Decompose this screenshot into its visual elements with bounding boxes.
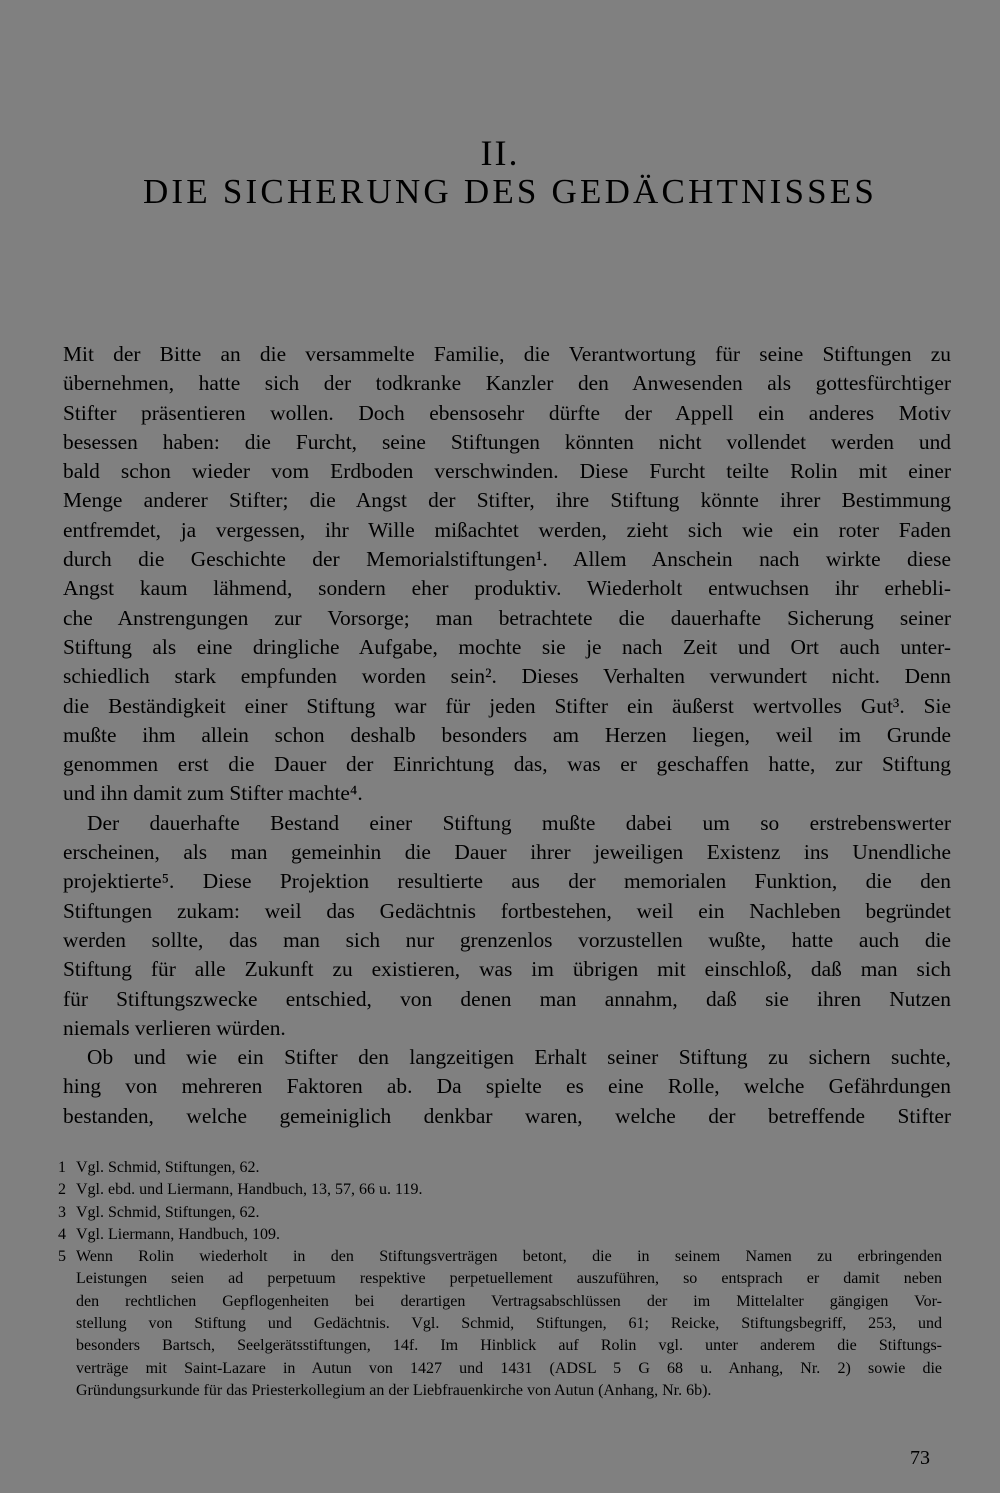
footnote-number: 1: [58, 1159, 66, 1176]
body-line: und ihn damit zum Stifter machte⁴.: [63, 781, 363, 806]
body-line: Stiftung für alle Zukunft zu existieren, was im übrigen mit einschloß, daß man sich: [63, 957, 951, 982]
footnote-line: Vgl. Liermann, Handbuch, 109.: [76, 1225, 280, 1243]
chapter-number: II.: [480, 133, 520, 173]
body-line: Stifter präsentieren wollen. Doch ebensosehr dürfte der Appell ein anderes Motiv: [63, 400, 951, 425]
footnote: [58, 1157, 942, 1179]
body-line: niemals verlieren würden.: [63, 1015, 286, 1040]
footnote-line: Leistungen seien ad perpetuum respektive perpetuellement auszuführen, so entsprach er damit neben: [76, 1270, 942, 1288]
body-line: besessen haben: die Furcht, seine Stiftungen könnten nicht vollendet werden und: [63, 429, 951, 454]
body-line: Stiftung als eine dringliche Aufgabe, mochte sie je nach Zeit und Ort auch unter-: [63, 634, 951, 659]
body-line: Angst kaum lähmend, sondern eher produktiv. Wiederholt entwuchsen ihr erhebli-: [63, 576, 951, 601]
footnote-number: 2: [58, 1181, 66, 1199]
body-line: genommen erst die Dauer der Einrichtung das, was er geschaffen hatte, zur Stiftung: [63, 752, 951, 777]
footnote-number: 3: [58, 1203, 66, 1221]
body-line: bestanden, welche gemeiniglich denkbar waren, welche der betreffende Stifter: [63, 1103, 951, 1128]
body-line: schiedlich stark empfunden worden sein². Dieses Verhalten verwundert nicht. Denn: [63, 664, 951, 689]
body-line: Mit der Bitte an die versammelte Familie, die Verantwortung für seine Stiftungen zu: [63, 342, 951, 366]
footnote-line: besonders Bartsch, Seelgerätsstiftungen, 14f. Im Hinblick auf Rolin vgl. unter anderem die Stiftungs-: [76, 1337, 942, 1355]
footnote-number: 4: [58, 1225, 66, 1243]
footnote-line: Vgl. Schmid, Stiftungen, 62.: [76, 1159, 260, 1176]
body-line: mußte ihm allein schon deshalb besonders am Herzen liegen, weil im Grunde: [63, 722, 951, 747]
footnotes: [58, 1157, 942, 1402]
footnote: [58, 1246, 942, 1402]
footnote-line: Vgl. Schmid, Stiftungen, 62.: [76, 1203, 260, 1221]
body-line: entfremdet, ja vergessen, ihr Wille mißachtet werden, zieht sich wie ein roter Faden: [63, 517, 951, 542]
body-line: für Stiftungszwecke entschied, von denen man annahm, daß sie ihren Nutzen: [63, 986, 951, 1011]
body-line: die Beständigkeit einer Stiftung war für jeden Stifter ein äußerst wertvolles Gut³. Sie: [63, 693, 951, 718]
body-line: Menge anderer Stifter; die Angst der Stifter, ihre Stiftung könnte ihrer Bestimmung: [63, 488, 951, 513]
body-text: [63, 340, 951, 1131]
footnote: [58, 1202, 942, 1224]
body-line: che Anstrengungen zur Vorsorge; man betrachtete die dauerhafte Sicherung seiner: [63, 605, 951, 630]
body-line: werden sollte, das man sich nur grenzenlos vorzustellen wußte, hatte auch die: [63, 927, 951, 952]
body-line: bald schon wieder vom Erdboden verschwinden. Diese Furcht teilte Rolin mit einer: [63, 459, 951, 484]
footnote-line: verträge mit Saint-Lazare in Autun von 1427 und 1431 (ADSL 5 G 68 u. Anhang, Nr. 2) sowie die: [76, 1359, 942, 1377]
body-line: Ob und wie ein Stifter den langzeitigen Erhalt seiner Stiftung zu sichern suchte,: [87, 1045, 951, 1070]
page-number: 73: [910, 1447, 930, 1469]
chapter-title: DIE SICHERUNG DES GEDÄCHTNISSES: [142, 172, 878, 211]
body-line: übernehmen, hatte sich der todkranke Kanzler den Anwesenden als gottesfürchtiger: [63, 371, 951, 396]
body-line: projektierte⁵. Diese Projektion resultierte aus der memorialen Funktion, die den: [63, 869, 951, 894]
footnote-line: Vgl. ebd. und Liermann, Handbuch, 13, 57, 66 u. 119.: [76, 1181, 423, 1199]
body-line: erscheinen, als man gemeinhin die Dauer ihrer jeweiligen Existenz ins Unendliche: [63, 840, 951, 865]
body-line: hing von mehreren Faktoren ab. Da spielte es eine Rolle, welche Gefährdungen: [63, 1074, 951, 1099]
body-line: durch die Geschichte der Memorialstiftungen¹. Allem Anschein nach wirkte diese: [63, 547, 951, 572]
footnote-line: stellung von Stiftung und Gedächtnis. Vgl. Schmid, Stiftungen, 61; Reicke, Stiftungsbegriff, 253, und: [76, 1315, 942, 1333]
footnote-number: 5: [58, 1248, 66, 1266]
footnote: [58, 1224, 942, 1246]
footnote-line: den rechtlichen Gepflogenheiten bei derartigen Vertragsabschlüssen der im Mittelalter gängigen Vor-: [76, 1292, 942, 1310]
body-line: Stiftungen zukam: weil das Gedächtnis fortbestehen, weil ein Nachleben begründet: [63, 898, 951, 923]
body-line: Der dauerhafte Bestand einer Stiftung mußte dabei um so erstrebenswerter: [87, 810, 951, 835]
footnote-line: Wenn Rolin wiederholt in den Stiftungsverträgen betont, die in seinem Namen zu erbringenden: [76, 1248, 942, 1266]
footnote: [58, 1179, 942, 1201]
footnote-line: Gründungsurkunde für das Priesterkollegium an der Liebfrauenkirche von Autun (Anhang, Nr. 6b).: [76, 1381, 712, 1399]
